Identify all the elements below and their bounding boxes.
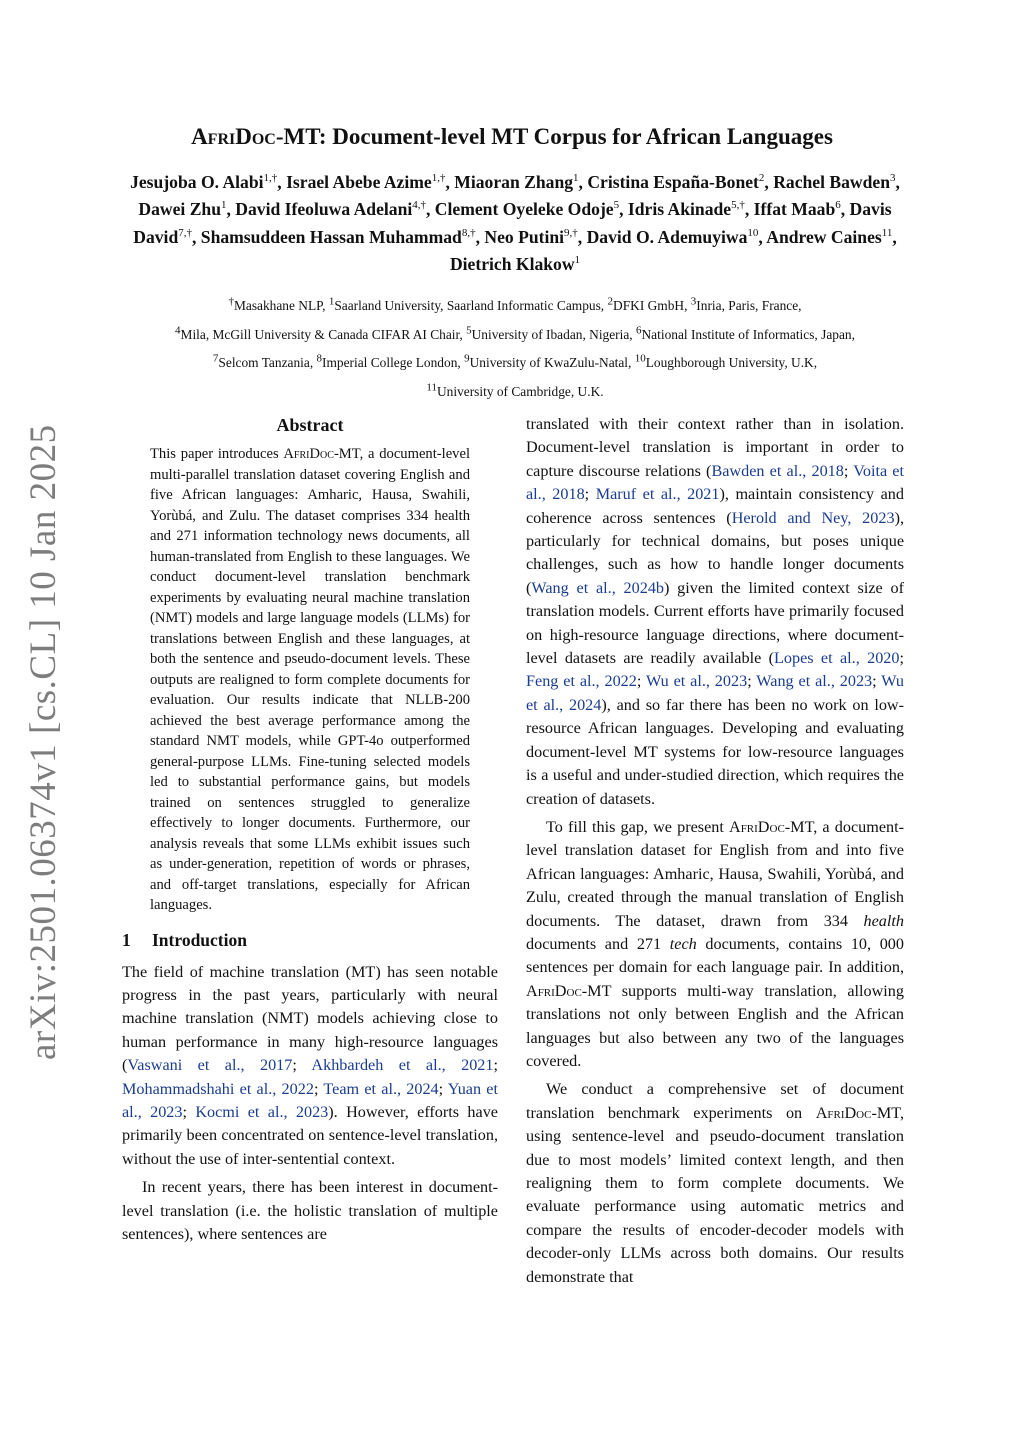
section-heading-introduction: 1 Introduction [122, 929, 247, 950]
affiliation: $^8$Imperial College London, [316, 352, 461, 371]
citation-link[interactable]: Wu et al., 2023 [645, 672, 748, 691]
citation-link[interactable]: Bawden et al., 2018 [711, 461, 844, 480]
citation-link[interactable]: Lopes et al., 2020 [774, 649, 900, 668]
author-name: Israel Abebe Azime$^{1,\dagger}$ [286, 171, 446, 192]
affiliation: $^{11}$University of Cambridge, U.K. [426, 381, 604, 399]
abstract-text: This paper introduces AfriDoc-MT, a document-level multi-parallel translation dataset covering English and five African languages: Amharic, Hausa, Swahili, Yorùbá, and Zulu. The dataset comprises 334 health and 271 information technology news documents, all human-translated from English to these languages. We conduct document-level translation benchmark experiments by evaluating neural machine translation (NMT) models and large language models (LLMs) for translations between English and these languages, at both the sentence and pseudo-document levels. These outputs are realigned to form complete documents for evaluation. Our results indicate that NLLB-200 achieved the best average performance among the standard NMT models, while GPT-4o outperformed general-purpose LLMs. Fine-tuning selected models led to substantial performance gains, but models trained on sentences struggled to generalize effectively to longer documents. Furthermore, our analysis reveals that some LLMs exhibit issues such as under-generation, repetition of words or phrases, and off-target translations, especially for African languages. [150, 446, 470, 913]
affiliation: $^5$University of Ibadan, Nigeria, [466, 324, 633, 342]
citation-link[interactable]: Wang et al., 2024b [531, 578, 665, 597]
author-name: David Ifeoluwa Adelani$^{4,\dagger}$ [235, 199, 426, 220]
citation-link[interactable]: Voita et al., 2018 [526, 461, 904, 504]
citation-link[interactable]: Vaswani et al., 2017 [127, 1056, 293, 1075]
citation-link[interactable]: Yuan et al., 2023 [122, 1079, 498, 1121]
author-name: Davis David$^{7,\dagger}$ [133, 199, 892, 247]
intro-paragraph-3: To fill this gap, we present AfriDoc-MT, a document-level translation dataset for English from and into five African languages: Amharic, Hausa, Swahili, Yorùbá, and Zulu, created through the manual translation of English documents. The dataset, drawn from 334 health documents and 271 tech documents, contains 10, 000 sentences per domain for each language pair. In addition, AfriDoc-MT supports multi-way translation, allowing translations not only between English and the African languages but also between any two of the languages covered. [526, 817, 904, 1070]
author-name: Miaoran Zhang$^1$ [454, 171, 579, 192]
affiliation: $^3$Inria, Paris, France, [690, 296, 802, 314]
paper-title [0, 124, 1024, 150]
author-name: Rachel Bawden$^3$ [773, 171, 896, 192]
citation-link[interactable]: Mohammadshahi et al., 2022 [122, 1079, 314, 1098]
affiliation: $^2$DFKI GmbH, [607, 296, 688, 314]
author-name: Andrew Caines$^{11}$ [766, 226, 893, 247]
author-name: Clement Oyeleke Odoje$^5$ [434, 199, 620, 220]
intro-paragraph-4: We conduct a comprehensive set of document translation benchmark experiments on AfriDoc-MT, using sentence-level and pseudo-document translation due to most models’ limited context length, and then realigning them to form complete documents. We evaluate performance using automatic metrics and compare the results of encoder-decoder models with decoder-only LLMs across both domains. Our results demonstrate that [526, 1080, 904, 1286]
affiliation: $^7$Selcom Tanzania, [212, 352, 314, 371]
citation-link[interactable]: Wu et al., 2024 [526, 672, 904, 714]
citation-link[interactable]: Kocmi et al., 2023 [195, 1102, 329, 1121]
author-name: Iffat Maab$^6$ [753, 199, 841, 220]
title-dataset-name: AfriDoc [191, 124, 276, 149]
title-rest: -MT: Document-level MT Corpus for African Languages [275, 124, 833, 149]
right-column [526, 413, 904, 1289]
arxiv-identifier: arXiv:2501.06374v1 [cs.CL] 10 Jan 2025 [23, 424, 64, 1060]
author-name: Dietrich Klakow$^1$ [449, 253, 581, 274]
citation-link[interactable]: Feng et al., 2022 [526, 672, 637, 691]
affiliation: $^1$Saarland University, Saarland Informatic Campus, [328, 296, 605, 314]
affiliation: †Masakhane NLP, [228, 296, 326, 314]
affiliation: $^6$National Institute of Informatics, Japan, [636, 324, 855, 342]
intro-paragraph-2-continued: translated with their context rather than in isolation. Document-level translation is important in order to capture discourse relations (Bawden et al., 2018; Voita et al., 2018; Maruf et al., 2021), maintain consistency and coherence across sentences (Herold and Ney, 2023), particularly for technical domains, but poses unique challenges, such as how to handle longer documents (Wang et al., 2024b) given the limited context size of translation models. Current efforts have primarily focused on high-resource language directions, where document-level datasets are readily available (Lopes et al., 2020; Feng et al., 2022; Wu et al., 2023; Wang et al., 2023; Wu et al., 2024), and so far there has been no work on low-resource African languages. Developing and evaluating document-level MT systems for low-resource languages is a useful and under-studied direction, which requires the creation of datasets. [526, 415, 904, 808]
citation-link[interactable]: Maruf et al., 2021 [595, 485, 720, 504]
author-name: Cristina España-Bonet$^2$ [587, 171, 765, 192]
citation-link[interactable]: Akhbardeh et al., 2021 [311, 1056, 494, 1075]
left-column [122, 413, 498, 1246]
author-name: David O. Ademuyiwa$^{10}$ [586, 226, 759, 247]
citation-link[interactable]: Herold and Ney, 2023 [731, 508, 895, 527]
author-name: Neo Putini$^{9,\dagger}$ [484, 226, 578, 247]
author-name: Dawei Zhu$^1$ [138, 199, 227, 220]
intro-paragraph-1: The field of machine translation (MT) has seen notable progress in the past years, particularly with neural machine translation (NMT) models achieving close to human performance in many high-resource languages (Vaswani et al., 2017; Akhbardeh et al., 2021; Mohammadshahi et al., 2022; Team et al., 2024; Yuan et al., 2023; Kocmi et al., 2023). However, efforts have primarily been concentrated on sentence-level translation, without the use of inter-sentential context. [122, 962, 498, 1168]
abstract-heading: Abstract [276, 415, 344, 435]
citation-link[interactable]: Team et al., 2024 [323, 1079, 439, 1098]
affiliation: $^4$Mila, McGill University & Canada CIFAR AI Chair, [175, 324, 463, 342]
affiliation-list [100, 290, 930, 404]
author-name: Shamsuddeen Hassan Muhammad$^{8,\dagger}$ [200, 226, 476, 247]
author-list: Jesujoba O. Alabi$^{1,\dagger}$, Israel Abebe Azime$^{1,\dagger}$, Miaoran Zhang$^1$, Cristina España-Bonet$^2$, Rachel Bawden$^3$, Dawei Zhu$^1$, David Ifeoluwa Adelani$^{4,\dagger}$, Clement Oyeleke Odoje$^5$, Idris Akinade$^{5,\dagger}$, Iffat Maab$^6$, Davis David$^{7,\dagger}$, Shamsuddeen Hassan Muhammad$^{8,\dagger}$, Neo Putini$^{9,\dagger}$, David O. Ademuyiwa$^{10}$, Andrew Caines$^{11}$, Dietrich Klakow$^1$ [130, 171, 900, 274]
author-name: Jesujoba O. Alabi$^{1,\dagger}$ [130, 171, 278, 192]
affiliation: $^{10}$Loughborough University, U.K, [634, 352, 818, 371]
citation-link[interactable]: Wang et al., 2023 [756, 672, 873, 691]
intro-paragraph-2: In recent years, there has been interest in document-level translation (i.e. the holistic translation of multiple sentences), where sentences are [122, 1178, 498, 1243]
author-name: Idris Akinade$^{5,\dagger}$ [627, 199, 745, 220]
affiliation: $^9$University of KwaZulu-Natal, [464, 352, 632, 371]
